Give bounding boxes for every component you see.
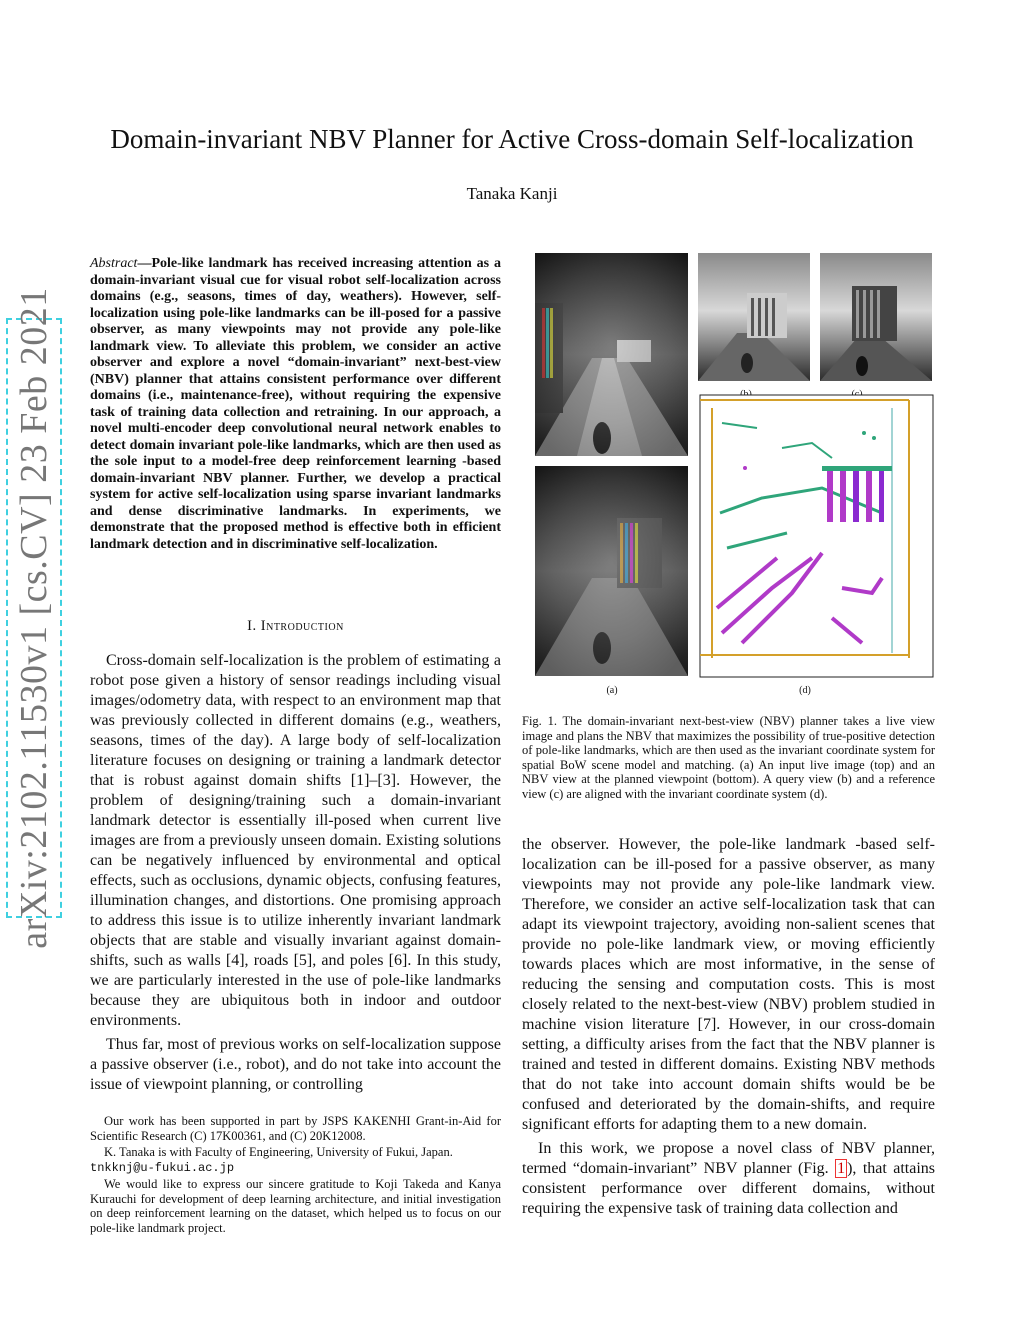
- figure-label-d: (d): [799, 685, 811, 696]
- section-heading: [90, 618, 501, 635]
- right-paragraph-2: In this work, we propose a novel class of NBV planner, termed “domain-invariant” NBV planner (Fig. 1 ), that attains consistent performance over different domains, without requiring the expensive task of training data collection and: [522, 1140, 935, 1217]
- author-name: Tanaka Kanji: [466, 184, 558, 203]
- section-number: I.: [247, 618, 257, 634]
- figure-1: [522, 248, 936, 703]
- abstract: [90, 256, 501, 553]
- figure-label-a: (a): [606, 685, 618, 696]
- intro-paragraph-2: Thus far, most of previous works on self-localization suppose a passive observer (i.e., robot), and do not take into account the issue of viewpoint planning, or controlling: [90, 1036, 501, 1093]
- footnote-acknowledgment: We would like to express our sincere gratitude to Koji Takeda and Kanya Kurauchi for development of deep learning architecture, and initial investigation on deep reinforcement learning on the dataset, which helped us to focus on our pole-like landmark project.: [90, 1177, 501, 1235]
- abstract-label: Abstract: [90, 256, 138, 271]
- figure-image-b: [698, 253, 810, 381]
- section-title: Introduction: [260, 618, 344, 634]
- intro-paragraph-1: Cross-domain self-localization is the problem of estimating a robot pose given a history of sensor readings including visual images/odometry data, with respect to an environment map that was previously collected in different domains (e.g., weathers, seasons, times of the day). A large body of self-localization literature focuses on designing or training a landmark detector that is robust against domain shifts [1]–[3]. However, the problem of designing/training such a domain-invariant landmark detector is essentially ill-posed when current live images are from a previously unseen domain. Existing solutions can be negatively influenced by environmental and optical effects, such as occlusions, dynamic objects, confusing features, illumination changes, and distortions. One promising approach to address this issue is to utilize inherently invariant landmark objects that are stable and visually invariant against domain-shifts, such as walls [4], roads [5], and poles [6]. In this study, we are particularly interested in the use of pole-like landmarks because they are ubiquitous both in indoor and outdoor environments.: [90, 652, 501, 1029]
- figure-image-a-bottom: [535, 466, 688, 676]
- figure-image-a-top: [535, 253, 688, 456]
- footnote-affiliation: K. Tanaka is with Faculty of Engineering, University of Fukui, Japan. tnkknj@u-fukui.ac.jp: [90, 1145, 453, 1175]
- intro-left-column: [90, 651, 501, 1095]
- footnote-funding: Our work has been supported in part by JSPS KAKENHI Grant-in-Aid for Scientific Research (C) 17K00361, and (C) 20K12008.: [90, 1114, 501, 1143]
- figure-caption: Fig. 1. The domain-invariant next-best-view (NBV) planner takes a live view image and plans the NBV that maximizes the possibility of true-positive detection of pole-like landmarks, which are then used as the invariant coordinate system for spatial BoW scene model and matching. (a) An input live image (top) and an NBV view at the planned viewpoint (bottom). A query view (b) and a reference view (c) are aligned with the invariant coordinate system (d).: [522, 714, 935, 801]
- intro-right-column: [522, 835, 935, 1219]
- arxiv-id: arXiv:2102.11530v1 [cs.CV] 23 Feb 2021: [13, 287, 55, 949]
- right-paragraph-1: the observer. However, the pole-like landmark -based self-localization can be ill-posed for a passive observer, as many viewpoints may not provide any pole-like landmark view. Therefore, we consider an active self-localization task that can adapt its viewpoint trajectory, avoiding non-salient scenes that provide no pole-like landmark view, or moving efficiently towards places which are most informative, in the sense of reducing the sensing and computation costs. This is most closely related to the next-best-view (NBV) problem studied in machine vision literature [7]. However, in our cross-domain setting, a difficulty arises from the fact that the NBV planner is trained and tested in different domains. Existing NBV methods that do not take into account domain shifts would be be confused and deteriorated by the domain-shifts, and require significant efforts for adapting them to a new domain.: [522, 836, 935, 1133]
- abstract-dash: —: [137, 256, 152, 271]
- figure-image-d: [700, 395, 933, 677]
- abstract-text: Pole-like landmark has received increasing attention as a domain-invariant visual cue for visual robot self-localization across domains (e.g., seasons, times of day, weathers). However, self-localization using pole-like landmarks can be ill-posed for a passive observer, as many viewpoints may not provide any pole-like landmark view. To alleviate this problem, we consider an active observer and explore a novel “domain-invariant” next-best-view (NBV) planner that attains consistent performance over different domains (i.e., maintenance-free), without requiring the expensive task of training data collection and retraining. In our approach, a novel multi-encoder deep convolutional neural network enables to detect domain invariant pole-like landmarks, which are then used as the sole input to a model-free deep reinforcement learning -based domain-invariant NBV planner. Further, we develop a practical system for active self-localization using sparse invariant landmarks and dense discriminative landmarks. In experiments, we demonstrate that the proposed method is effective both in efficient landmark detection and in discriminative self-localization.: [90, 256, 501, 552]
- paper-title: Domain-invariant NBV Planner for Active Cross-domain Self-localization: [110, 124, 914, 154]
- author-email: tnkknj@u-fukui.ac.jp: [90, 1160, 235, 1175]
- footnotes: [90, 1114, 501, 1237]
- arxiv-sidebar-stamp: [6, 287, 62, 949]
- figure-image-c: [820, 253, 932, 381]
- figure-ref-link[interactable]: 1: [837, 1160, 846, 1177]
